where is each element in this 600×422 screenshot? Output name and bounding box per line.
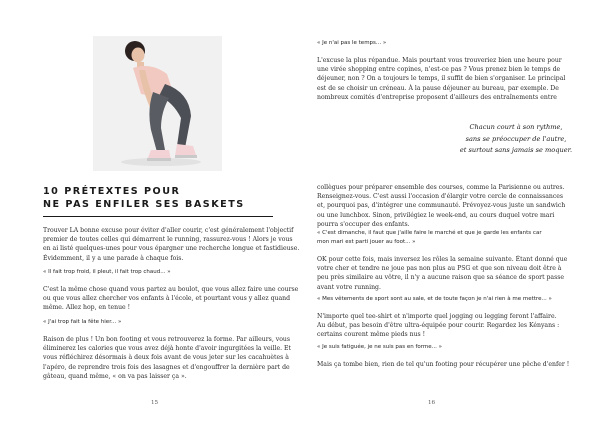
text-line: même. Allez hop, en tenue ! bbox=[43, 304, 131, 312]
text-line: peu près similaire au vôtre, il n'y a aucune raison que sa séance de sport passe bbox=[317, 274, 565, 282]
excuse-heading: « Je suis fatiguée, je ne suis pas en forme... » bbox=[317, 344, 443, 350]
chapter-title-line: 10 PRÉTEXTES POUR bbox=[43, 186, 181, 197]
text-line: l'apéro, de reprendre trois fois des lasagnes et d'engouffrer la dernière part de bbox=[43, 363, 290, 371]
paragraph bbox=[317, 183, 566, 229]
text-line: Raison de plus ! Un bon footing et vous retrouverez la forme. Par ailleurs, vous bbox=[43, 336, 290, 343]
paragraph bbox=[317, 255, 568, 292]
text-line: éliminerez les calories que vous avez déjà honte d'avoir ingurgitées la veille. Et bbox=[43, 345, 292, 353]
text-line: vous réfléchirez désormais à deux fois avant de vous jeter sur les cacahuètes à bbox=[43, 354, 289, 362]
excuse-heading-line: « C'est dimanche, il faut que j'aille faire le marché et que je garde les enfants car bbox=[317, 230, 542, 236]
text-line: OK pour cette fois, mais inversez les rôles la semaine suivante. Étant donné que bbox=[317, 256, 568, 263]
text-line: une virée shopping entre copines, n'est-ce pas ? Vous prenez bien le temps de bbox=[317, 66, 561, 74]
text-line: Évidemment, il y a une parade à chaque fois. bbox=[43, 254, 184, 262]
excuse-heading bbox=[317, 229, 542, 247]
paragraph bbox=[43, 285, 299, 313]
text-line: Renseignez-vous. C'est aussi l'occasion d'élargir votre cercle de connaissances bbox=[317, 193, 564, 201]
text-line: gâteau, quand même, « on va pas laisser ça ». bbox=[43, 372, 187, 380]
page-number: 15 bbox=[151, 400, 159, 406]
text-line: certains courent même pieds nus ! bbox=[317, 331, 426, 339]
excuse-heading: « Je n'ai pas le temps... » bbox=[317, 40, 387, 46]
excuse-heading-line: mon mari est parti jouer au foot... » bbox=[317, 239, 416, 245]
text-line: déjeuner, non ? On a toujours le temps, il suffit de bien s'organiser. Le principal bbox=[317, 75, 566, 83]
excuse-heading: « Mes vêtements de sport sont au sale, et de toute façon je n'ai rien à me mettre... » bbox=[317, 296, 552, 302]
text-line: ou que vous allez chercher vos enfants à l'école, et pourtant vous y allez quand bbox=[43, 295, 291, 303]
text-line: avant votre running. bbox=[317, 283, 381, 291]
text-line: Au début, pas besoin d'être ultra-équipée pour courir. Regardez les Kényans : bbox=[317, 322, 560, 330]
text-line: est de se choisir un créneau. À la pause déjeuner au bureau, par exemple. De bbox=[317, 84, 559, 92]
paragraph bbox=[317, 360, 570, 369]
pull-quote-line: et surtout sans jamais se moquer. bbox=[459, 146, 573, 154]
text-line: nombreux comités d'entreprise proposent d'ailleurs des entraînements entre bbox=[317, 93, 557, 101]
excuse-heading: « Il fait trop froid, il pleut, il fait trop chaud... » bbox=[43, 269, 171, 275]
paragraph bbox=[317, 312, 561, 340]
text-line: N'importe quel tee-shirt et n'importe quel jogging ou legging feront l'affaire. bbox=[317, 313, 557, 320]
text-line: premier de toutes celles qui démarrent le running, rassurez-vous ! Alors je vous bbox=[43, 236, 293, 244]
excuse-heading: « J'ai trop fait la fête hier... » bbox=[43, 319, 122, 325]
chapter-title bbox=[43, 186, 273, 211]
text-line: Mais ça tombe bien, rien de tel qu'un footing pour récupérer une pêche d'enfer ! bbox=[317, 361, 570, 368]
runner-illustration bbox=[93, 36, 222, 171]
text-line: et, pourquoi pas, d'intégrer une communauté. Prévoyez-vous juste un sandwich bbox=[317, 202, 566, 210]
chapter-title-line: NE PAS ENFILER SES BASKETS bbox=[43, 198, 245, 210]
text-line: L'excuse la plus répandue. Mais pourtant vous trouveriez bien une heure pour bbox=[317, 57, 562, 64]
text-line: collègues pour préparer ensemble des courses, comme la Parisienne ou autres. bbox=[317, 184, 565, 191]
text-line: ou une lunchbox. Sinon, privilégiez le week-end, au cours duquel votre mari bbox=[317, 211, 555, 219]
runner-tying-shoe-photo bbox=[93, 36, 222, 171]
pull-quote-line: sans se préoccuper de l'autre, bbox=[465, 134, 567, 143]
title-divider bbox=[43, 216, 273, 217]
handwritten-pull-quote bbox=[446, 122, 586, 157]
pull-quote-line: Chacun court à son rythme, bbox=[469, 123, 563, 131]
text-line: pourra s'occuper des enfants. bbox=[317, 220, 410, 228]
paragraph bbox=[317, 56, 566, 102]
text-line: C'est la même chose quand vous partez au boulot, que vous allez faire une course bbox=[43, 286, 299, 293]
paragraph bbox=[43, 335, 292, 381]
page-number: 16 bbox=[428, 400, 436, 406]
text-line: en ai listé quelques-unes pour vous épargner une recherche longue et fastidieuse. bbox=[43, 245, 300, 253]
text-line: Trouver LA bonne excuse pour éviter d'aller courir, c'est généralement l'objectif bbox=[43, 227, 294, 234]
intro-paragraph bbox=[43, 226, 300, 263]
text-line: votre cher et tendre ne joue pas non plus au PSG et que son niveau doit être à bbox=[317, 265, 562, 273]
